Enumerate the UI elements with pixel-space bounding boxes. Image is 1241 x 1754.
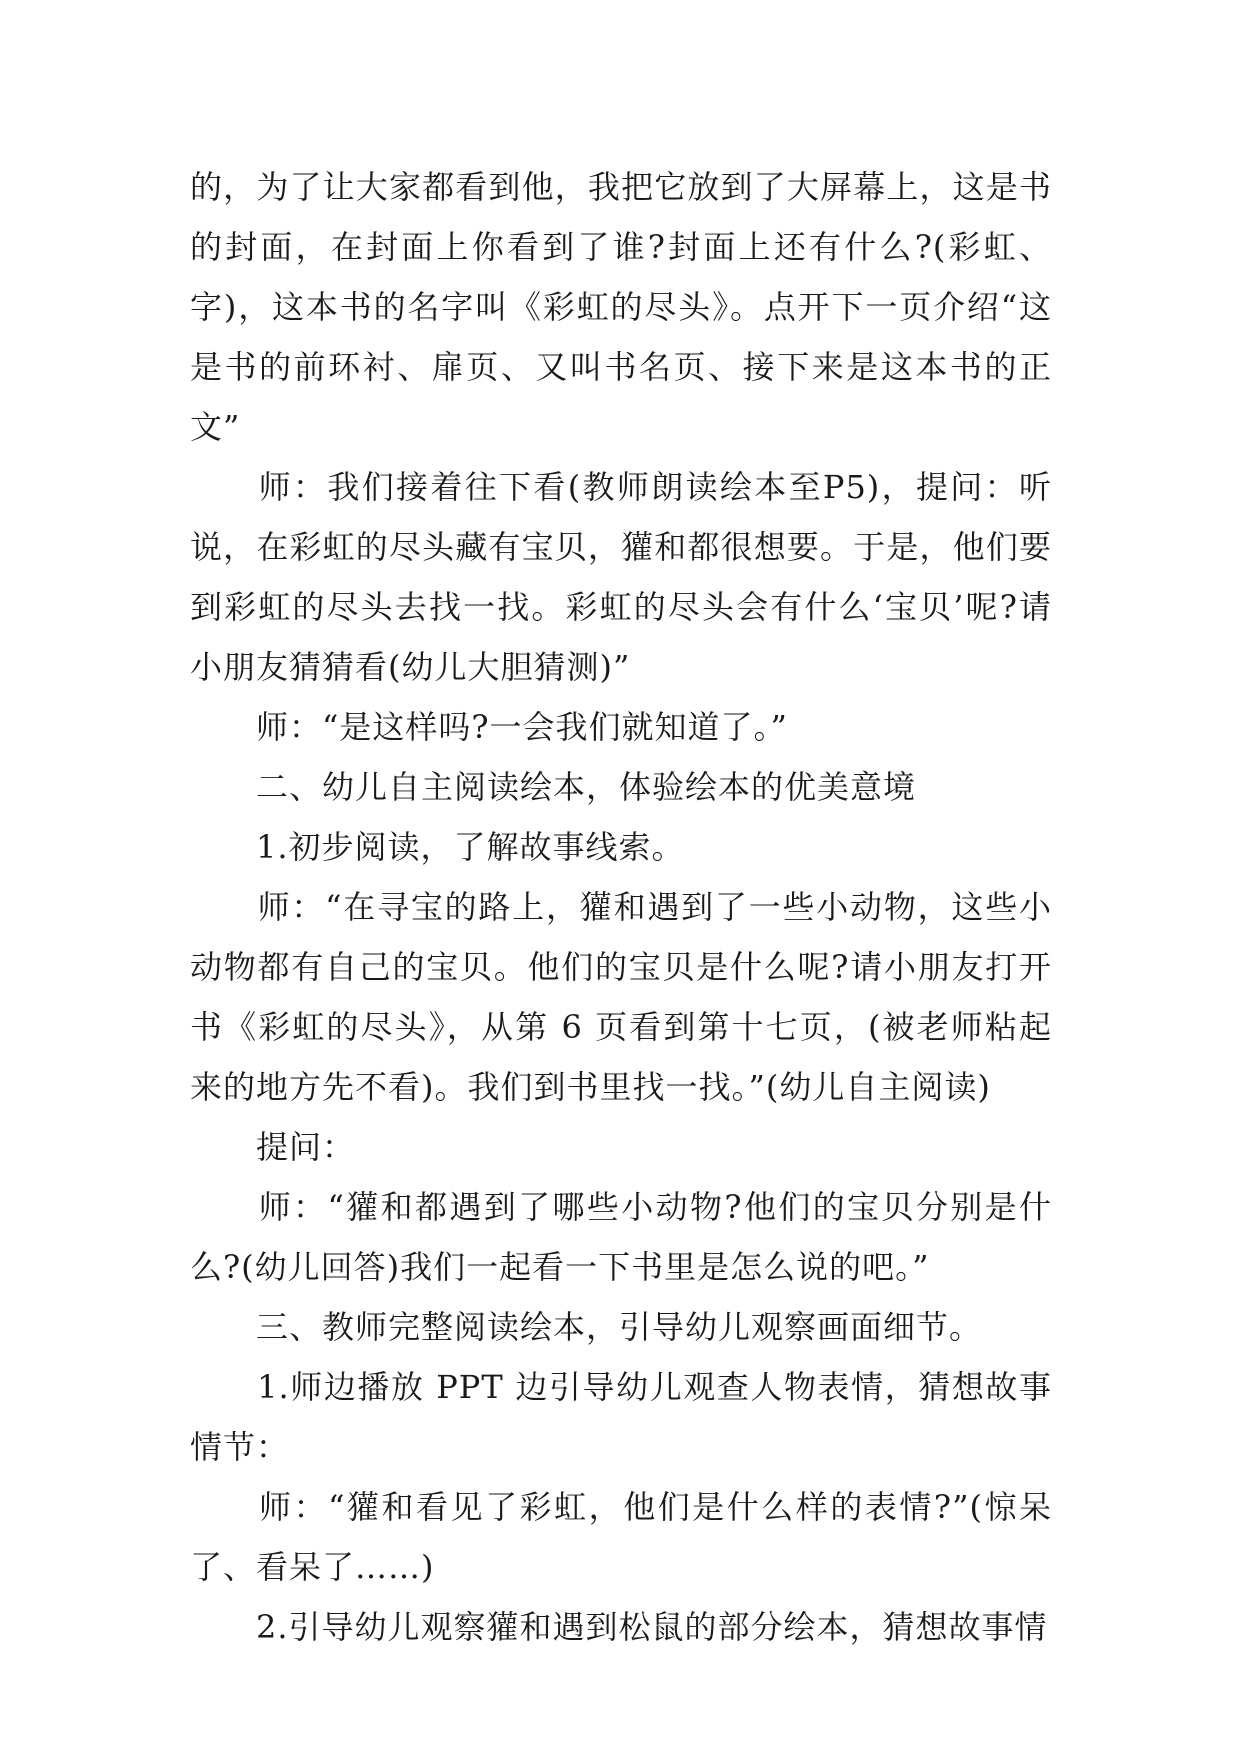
section-heading: 三、教师完整阅读绘本，引导幼儿观察画面细节。 bbox=[190, 1308, 983, 1346]
paragraph: 提问： bbox=[190, 1128, 356, 1166]
paragraph: 师：“獾和看见了彩虹，他们是什么样的表情?”(惊呆了、看呆了……) bbox=[190, 1488, 1052, 1586]
paragraph: 师：“在寻宝的路上，獾和遇到了一些小动物，这些小动物都有自己的宝贝。他们的宝贝是什么呢?请小朋友打开书《彩虹的尽头》，从第 6 页看到第十七页，(被老师粘起来的地方先不看)。我们到书里找一找。”(幼儿自主阅读) bbox=[190, 888, 1052, 1106]
paragraph: 师：“是这样吗?一会我们就知道了。” bbox=[190, 708, 788, 746]
paragraph: 2.引导幼儿观察獾和遇到松鼠的部分绘本，猜想故事情 bbox=[190, 1608, 1048, 1646]
subsection-heading: 1.初步阅读，了解故事线索。 bbox=[190, 828, 685, 866]
paragraph: 1.师边播放 PPT 边引导幼儿观查人物表情，猜想故事情节： bbox=[190, 1368, 1052, 1466]
paragraph: 的，为了让大家都看到他，我把它放到了大屏幕上，这是书的封面，在封面上你看到了谁?封面上还有什么?(彩虹、字)，这本书的名字叫《彩虹的尽头》。点开下一页介绍“这是书的前环衬、扉页、又叫书名页、接下来是这本书的正文” bbox=[190, 168, 1052, 446]
paragraph: 师：“獾和都遇到了哪些小动物?他们的宝贝分别是什么?(幼儿回答)我们一起看一下书里是怎么说的吧。” bbox=[190, 1188, 1052, 1286]
paragraph: 师：我们接着往下看(教师朗读绘本至P5)，提问：听说，在彩虹的尽头藏有宝贝，獾和都很想要。于是，他们要到彩虹的尽头去找一找。彩虹的尽头会有什么‘宝贝’呢?请小朋友猜猜看(幼儿大胆猜测)” bbox=[190, 468, 1052, 686]
section-heading: 二、幼儿自主阅读绘本，体验绘本的优美意境 bbox=[190, 768, 917, 806]
document-body bbox=[190, 157, 1052, 1657]
